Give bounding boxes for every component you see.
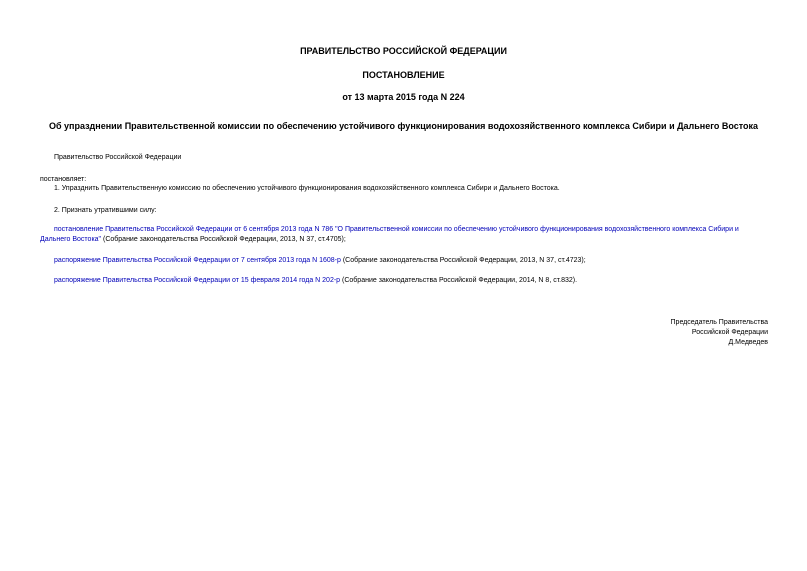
repealed-item-2-source: (Собрание законодательства Российской Федерации, 2013, N 37, ст.4723); bbox=[340, 257, 586, 264]
repealed-decree-786-link[interactable]: постановление Правительства Российской Федерации от 6 сентября 2013 года N 786 "О Правительственной комиссии по обеспечению устойчивого функционирования водохозяйственного комплекса Сибири и bbox=[54, 226, 739, 233]
document-type: ПОСТАНОВЛЕНИЕ bbox=[362, 70, 445, 80]
decrees-text: постановляет: bbox=[40, 176, 87, 183]
repealed-item-1-line-2 bbox=[40, 235, 346, 244]
repealed-order-202-link[interactable]: распоряжение Правительства Российской Федерации от 15 февраля 2014 года N 202-р bbox=[54, 277, 341, 284]
signature-position-line-2: Российской Федерации bbox=[691, 329, 768, 336]
repealed-item-1-source: (Собрание законодательства Российской Федерации, 2013, N 37, ст.4705); bbox=[101, 236, 346, 243]
issuing-authority: ПРАВИТЕЛЬСТВО РОССИЙСКОЙ ФЕДЕРАЦИИ bbox=[300, 46, 507, 56]
repealed-order-1608-link[interactable]: распоряжение Правительства Российской Федерации от 7 сентября 2013 года N 1608-р bbox=[54, 257, 341, 264]
signatory-name: Д.Медведев bbox=[728, 339, 768, 346]
repealed-item-3-source: (Собрание законодательства Российской Федерации, 2014, N 8, ст.832). bbox=[340, 277, 578, 284]
signature-position-line-1: Председатель Правительства bbox=[670, 319, 768, 326]
repealed-decree-786-link-continued[interactable]: Дальнего Востока" bbox=[40, 236, 102, 243]
repealed-item-3 bbox=[54, 276, 577, 285]
repealed-item-2 bbox=[54, 256, 586, 265]
issuer-text: Правительство Российской Федерации bbox=[54, 154, 182, 161]
repealed-item-1-line-1 bbox=[54, 225, 739, 234]
item-1-text: 1. Упразднить Правительственную комиссию по обеспечению устойчивого функционирования водохозяйственного комплекса Сибири и Дальнего Востока. bbox=[54, 185, 560, 192]
document-date-number: от 13 марта 2015 года N 224 bbox=[342, 92, 465, 102]
item-2-text: 2. Признать утратившими силу: bbox=[54, 207, 157, 214]
document-title: Об упразднении Правительственной комиссии по обеспечению устойчивого функционирования водохозяйственного комплекса Сибири и Дальнего Востока bbox=[48, 121, 759, 131]
